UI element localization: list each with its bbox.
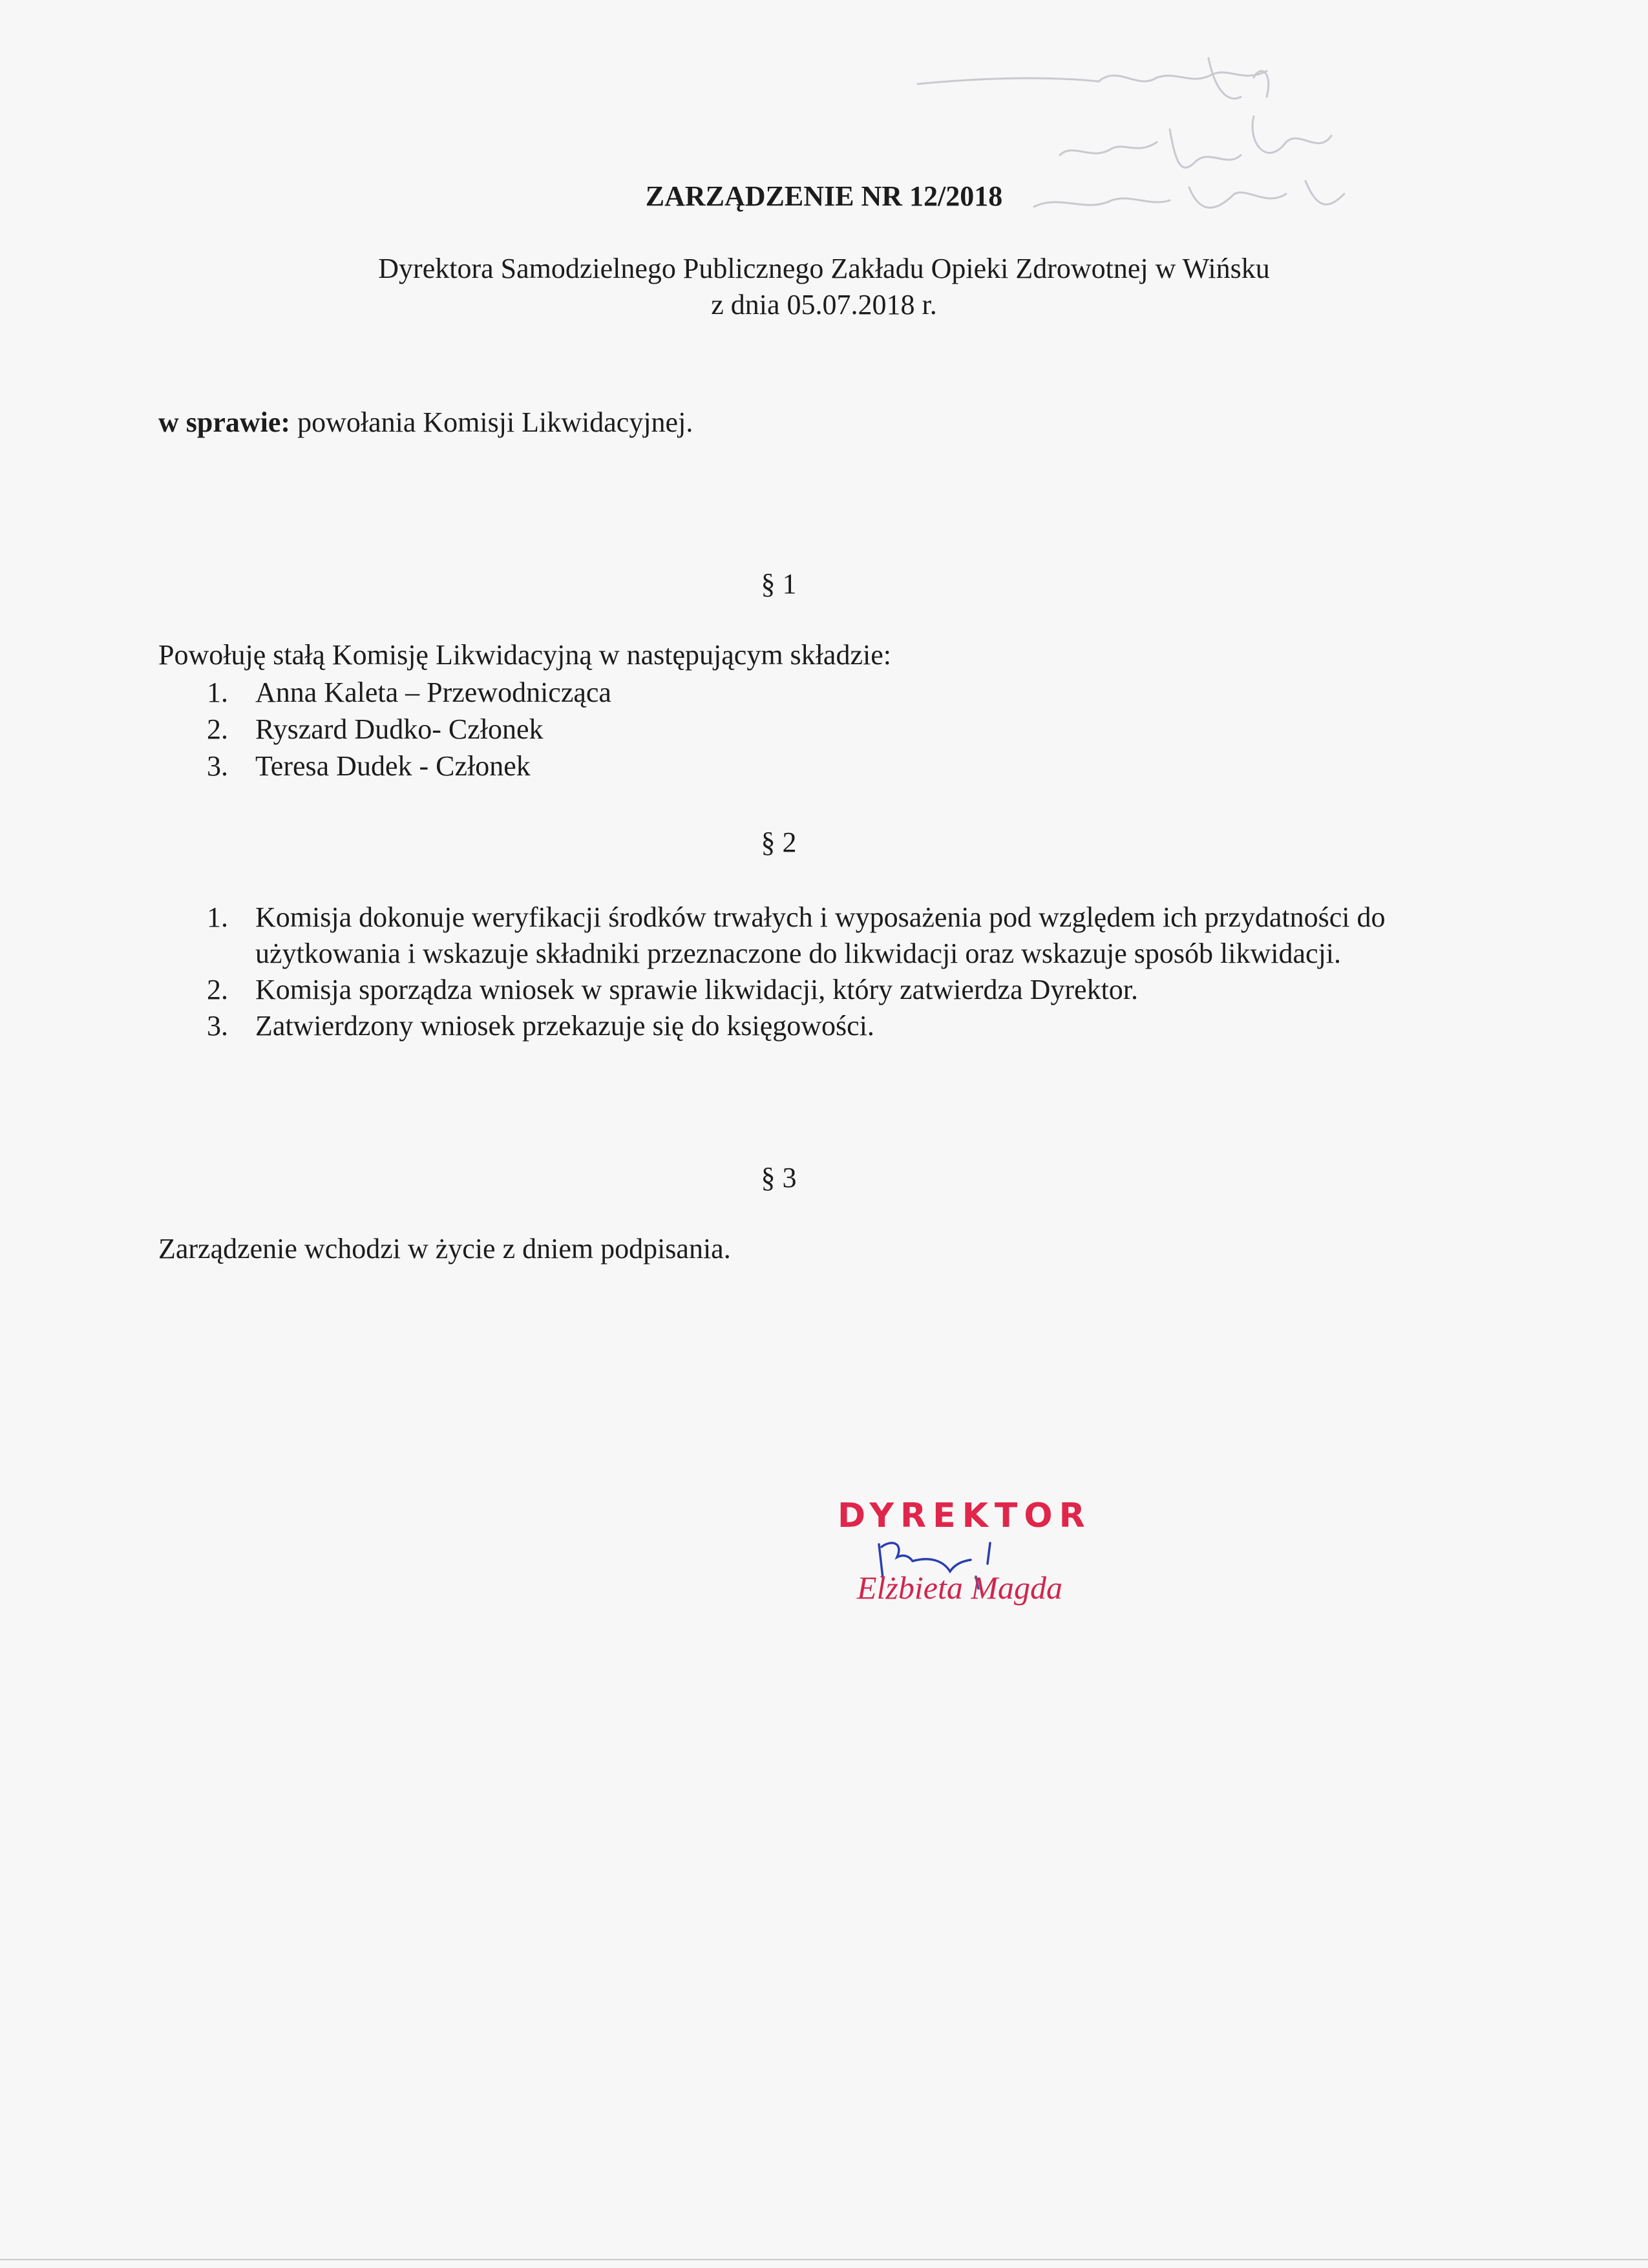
issuer-block: [0, 251, 1648, 323]
list-number: 1.: [207, 901, 228, 933]
list-item: [158, 899, 1386, 972]
stamp-title: DYREKTOR: [838, 1496, 1092, 1535]
rule-text: Zatwierdzony wniosek przekazuje się do księgowości.: [255, 1010, 874, 1042]
subject-text: powołania Komisji Likwidacyjnej.: [290, 406, 693, 438]
section-2-list: [158, 899, 1386, 1044]
section-3-text: Zarządzenie wchodzi w życie z dniem podpisania.: [158, 1233, 731, 1265]
section-1-intro: Powołuję stałą Komisję Likwidacyjną w następującym składzie:: [158, 639, 891, 671]
member-text: Teresa Dudek - Członek: [255, 750, 531, 782]
member-text: Ryszard Dudko- Członek: [255, 713, 544, 745]
rule-text: Komisja sporządza wniosek w sprawie likwidacji, który zatwierdza Dyrektor.: [255, 974, 1139, 1005]
list-item: [158, 1008, 1386, 1044]
section-3-heading: § 3: [761, 1162, 797, 1193]
list-number: 3.: [207, 750, 228, 782]
list-item: [158, 748, 611, 784]
list-number: 3.: [207, 1010, 228, 1042]
subject-label: w sprawie:: [158, 406, 291, 438]
list-item: [158, 711, 611, 748]
issuer-line: Dyrektora Samodzielnego Publicznego Zakładu Opieki Zdrowotnej w Wińsku: [378, 253, 1270, 284]
commission-members-list: [158, 674, 611, 784]
rule-text: Komisja dokonuje weryfikacji środków trwałych i wyposażenia pod względem ich przydatności do użytkowania i wskazuje składniki przeznaczone do likwidacji oraz wskazuje sposób likwidacji.: [255, 901, 1386, 969]
subject-line: [158, 406, 693, 439]
list-item: [158, 674, 611, 711]
page-edge: [0, 2259, 1648, 2260]
list-item: [158, 972, 1386, 1008]
list-number: 2.: [207, 713, 228, 745]
section-1-heading: § 1: [761, 568, 797, 600]
section-2-heading: § 2: [761, 826, 797, 858]
list-number: 2.: [207, 974, 228, 1005]
stamp-name: Elżbieta Magda: [857, 1570, 1063, 1606]
date-line: z dnia 05.07.2018 r.: [711, 289, 937, 320]
document-title: ZARZĄDZENIE NR 12/2018: [645, 180, 1003, 212]
list-number: 1.: [207, 677, 228, 708]
member-text: Anna Kaleta – Przewodnicząca: [255, 677, 611, 708]
